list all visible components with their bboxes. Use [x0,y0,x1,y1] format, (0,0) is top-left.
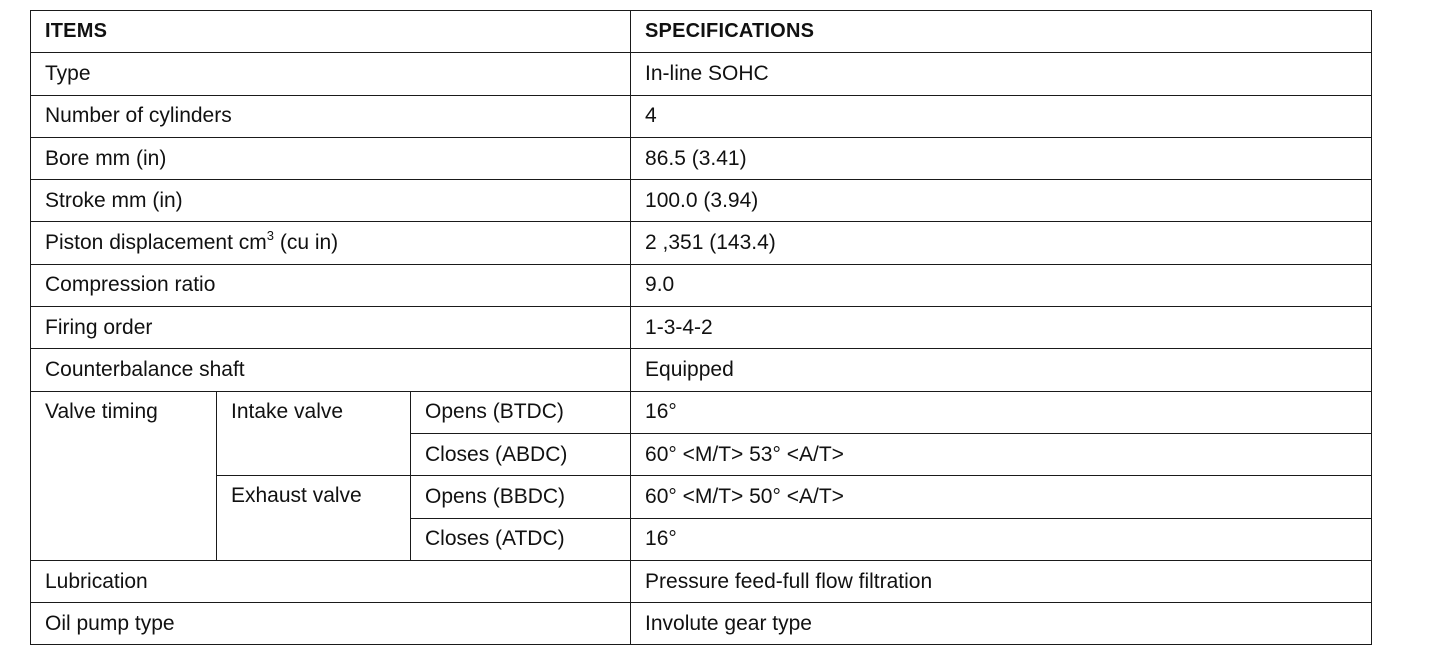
table-row [31,137,1372,179]
table-row [31,349,1372,391]
spec-cell: 1-3-4-2 [631,307,1372,349]
spec-cell: Involute gear type [631,603,1372,645]
intake-closes-label: Closes (ABDC) [411,433,631,475]
table-row [31,264,1372,306]
header-row [31,11,1372,53]
item-cell: Lubrication [31,560,631,602]
item-cell: Compression ratio [31,264,631,306]
item-text-suffix: (cu in) [274,231,339,255]
item-cell [31,222,631,264]
exhaust-opens-value: 60° <M/T> 50° <A/T> [631,476,1372,518]
table-row [31,180,1372,222]
superscript: 3 [266,228,274,244]
engine-spec-table [30,10,1372,645]
table-row [31,560,1372,602]
valve-timing-label: Valve timing [31,391,217,560]
item-cell: Type [31,53,631,95]
item-cell: Firing order [31,307,631,349]
exhaust-opens-label: Opens (BBDC) [411,476,631,518]
item-cell: Number of cylinders [31,95,631,137]
table-row [31,476,1372,518]
table-row [31,222,1372,264]
item-cell: Oil pump type [31,603,631,645]
spec-cell: 9.0 [631,264,1372,306]
intake-opens-label: Opens (BTDC) [411,391,631,433]
item-cell: Stroke mm (in) [31,180,631,222]
exhaust-closes-value: 16° [631,518,1372,560]
table-row [31,603,1372,645]
exhaust-valve-label: Exhaust valve [217,476,411,561]
spec-cell: 4 [631,95,1372,137]
header-items: ITEMS [31,11,631,53]
item-cell: Bore mm (in) [31,137,631,179]
intake-closes-value: 60° <M/T> 53° <A/T> [631,433,1372,475]
spec-cell: 2 ,351 (143.4) [631,222,1372,264]
exhaust-closes-label: Closes (ATDC) [411,518,631,560]
table-row [31,95,1372,137]
spec-cell: 100.0 (3.94) [631,180,1372,222]
table-row [31,391,1372,433]
table-row [31,53,1372,95]
spec-cell: Equipped [631,349,1372,391]
intake-opens-value: 16° [631,391,1372,433]
spec-cell: 86.5 (3.41) [631,137,1372,179]
spec-cell: Pressure feed-full flow filtration [631,560,1372,602]
spec-cell: In-line SOHC [631,53,1372,95]
table-row [31,307,1372,349]
intake-valve-label: Intake valve [217,391,411,476]
item-text: Piston displacement cm [45,231,267,255]
item-cell: Counterbalance shaft [31,349,631,391]
header-specifications: SPECIFICATIONS [631,11,1372,53]
